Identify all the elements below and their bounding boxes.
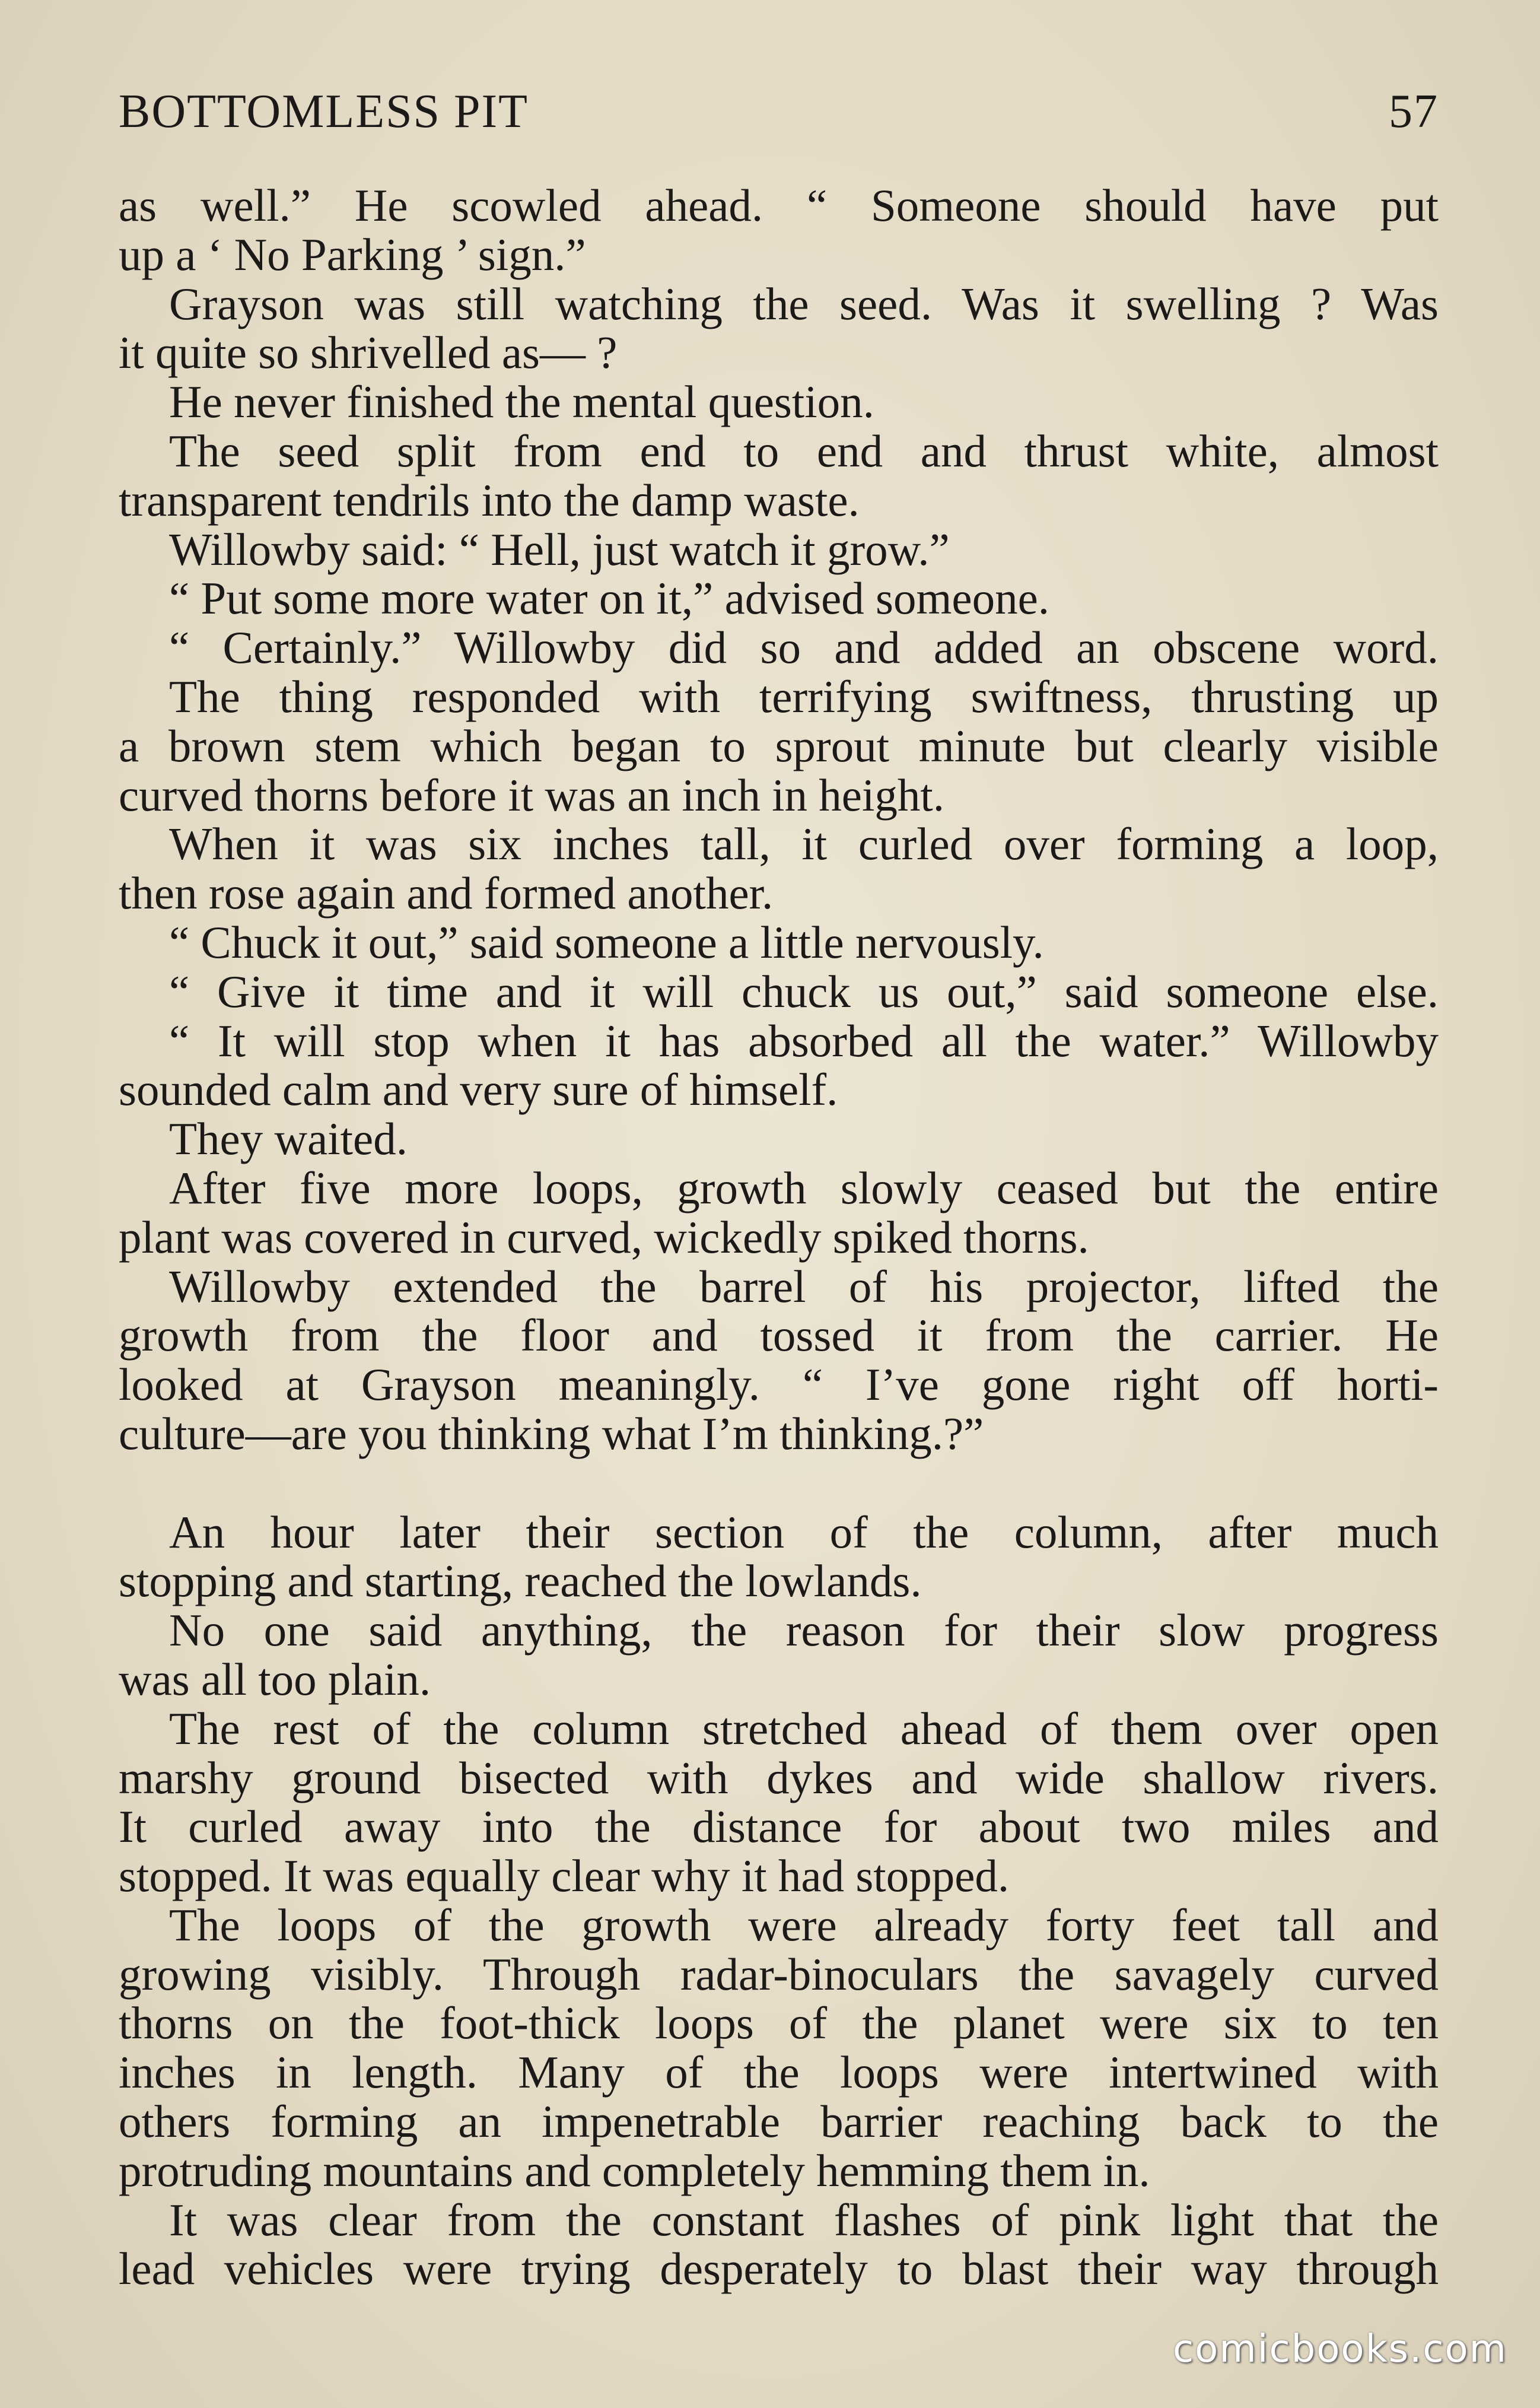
text-line: “ Give it time and it will chuck us out,” said someone else.: [169, 965, 1439, 1017]
text-line: An hour later their section of the column, after much: [169, 1506, 1439, 1558]
text-line: growth from the floor and tossed it from the carrier. He: [119, 1310, 1439, 1361]
text-line: The rest of the column stretched ahead of them over open: [169, 1702, 1439, 1754]
text-line: No one said anything, the reason for their slow progress: [169, 1605, 1439, 1656]
text-line: growing visibly. Through radar-binoculars the savagely curved: [119, 1948, 1439, 2000]
text-line: culture—are you thinking what I’m thinking.?”: [119, 1408, 984, 1459]
text-line: It was clear from the constant flashes of pink light that the: [169, 2194, 1439, 2245]
text-line: plant was covered in curved, wickedly spiked thorns.: [119, 1211, 1089, 1263]
text-line: thorns on the foot-thick loops of the planet were six to ten: [119, 1997, 1439, 2049]
text-line: up a ‘ No Parking ’ sign.”: [119, 228, 586, 280]
text-line: curved thorns before it was an inch in height.: [119, 769, 945, 821]
text-line: “ Certainly.” Willowby did so and added an obscene word.: [169, 622, 1439, 674]
text-line: Willowby said: “ Hell, just watch it grow.”: [169, 523, 950, 575]
text-line: marshy ground bisected with dykes and wide shallow rivers.: [119, 1752, 1439, 1803]
text-line: a brown stem which began to sprout minute but clearly visible: [119, 720, 1439, 771]
text-line: “ It will stop when it has absorbed all the water.” Willowby: [169, 1015, 1439, 1066]
page-header: [119, 76, 1439, 147]
text-line: lead vehicles were trying desperately to blast their way through: [119, 2243, 1439, 2295]
text-line: The seed split from end to end and thrust white, almost: [169, 425, 1439, 476]
text-line: stopped. It was equally clear why it had stopped.: [119, 1850, 1010, 1902]
text-line: transparent tendrils into the damp waste.: [119, 474, 860, 526]
text-line: stopping and starting, reached the lowlands.: [119, 1555, 922, 1607]
text-line: It curled away into the distance for about two miles and: [119, 1801, 1439, 1853]
text-line: Grayson was still watching the seed. Was it swelling ? Was: [169, 278, 1439, 329]
text-line: Willowby extended the barrel of his projector, lifted the: [169, 1260, 1439, 1312]
text-line: protruding mountains and completely hemming them in.: [119, 2145, 1150, 2196]
body-text: [119, 181, 1439, 2293]
text-line: The loops of the growth were already forty feet tall and: [169, 1899, 1439, 1950]
watermark: comicbooks.com: [1172, 2327, 1507, 2371]
text-line: “ Put some more water on it,” advised someone.: [169, 573, 1050, 624]
text-line: then rose again and formed another.: [119, 868, 774, 919]
text-line: sounded calm and very sure of himself.: [119, 1064, 838, 1116]
text-line: it quite so shrivelled as— ?: [119, 327, 618, 379]
text-line: They waited.: [169, 1113, 408, 1165]
text-line: After five more loops, growth slowly ceased but the entire: [169, 1162, 1439, 1213]
text-line: was all too plain.: [119, 1653, 431, 1705]
text-line: inches in length. Many of the loops were intertwined with: [119, 2047, 1439, 2098]
running-head: BOTTOMLESS PIT: [119, 85, 529, 138]
text-line: He never finished the mental question.: [169, 376, 874, 428]
page-number: 57: [1389, 85, 1439, 138]
text-line: “ Chuck it out,” said someone a little nervously.: [169, 916, 1044, 968]
text-line: When it was six inches tall, it curled over forming a loop,: [169, 818, 1439, 870]
text-line: as well.” He scowled ahead. “ Someone should have put: [119, 180, 1439, 231]
text-line: The thing responded with terrifying swiftness, thrusting up: [169, 671, 1439, 722]
paragraph-gap: [119, 1459, 1439, 1508]
text-line: looked at Grayson meaningly. “ I’ve gone right off horti-: [119, 1359, 1439, 1411]
text-line: others forming an impenetrable barrier reaching back to the: [119, 2096, 1439, 2147]
